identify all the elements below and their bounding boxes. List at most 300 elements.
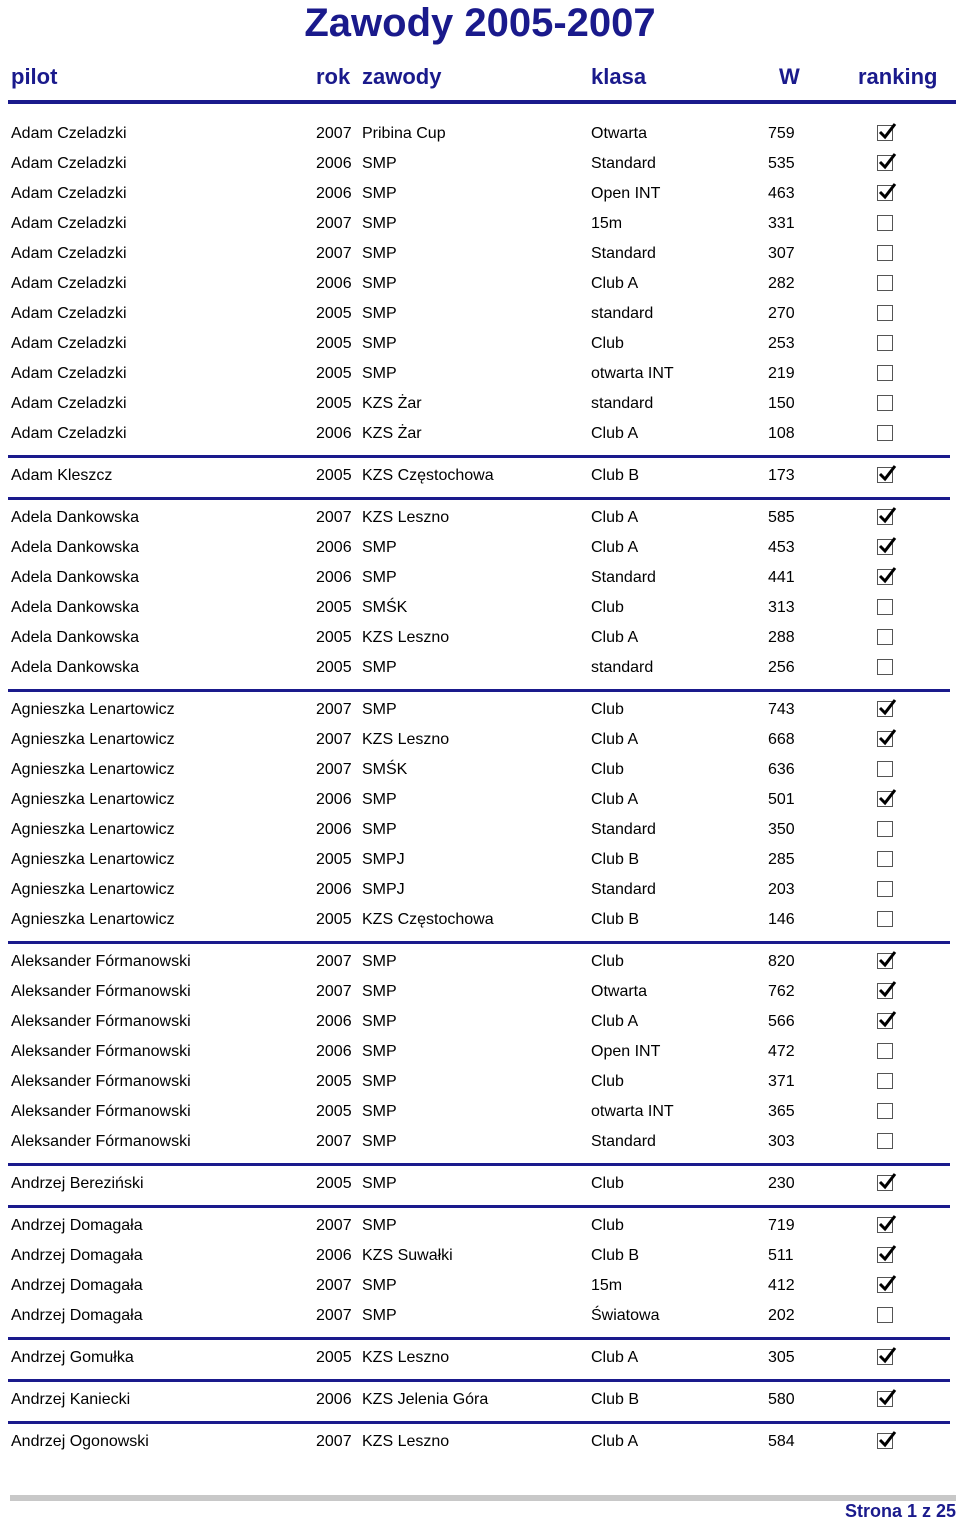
checkmark-icon [878, 698, 898, 718]
checkmark-icon [878, 1274, 898, 1294]
cell-zawody: SMP [362, 1307, 397, 1324]
cell-w: 759 [768, 125, 795, 142]
cell-w: 584 [768, 1433, 795, 1450]
cell-klasa: 15m [591, 1277, 623, 1294]
cell-rok: 2007 [316, 761, 352, 778]
ranking-checkbox-checked[interactable] [877, 569, 893, 585]
cell-w: 412 [768, 1277, 795, 1294]
cell-pilot: Andrzej Domagała [11, 1277, 143, 1294]
cell-w: 566 [768, 1013, 795, 1030]
cell-zawody: KZS Częstochowa [362, 911, 494, 928]
checkmark-icon [878, 182, 898, 202]
cell-rok: 2007 [316, 1307, 352, 1324]
checkmark-icon [878, 152, 898, 172]
cell-w: 256 [768, 659, 795, 676]
table-row [0, 755, 960, 785]
ranking-checkbox-checked[interactable] [877, 1013, 893, 1029]
checkmark-icon [878, 1346, 898, 1366]
ranking-checkbox-checked[interactable] [877, 1391, 893, 1407]
cell-zawody: SMŚK [362, 761, 408, 778]
cell-klasa: Standard [591, 881, 656, 898]
cell-rok: 2005 [316, 911, 352, 928]
cell-pilot: Aleksander Fórmanowski [11, 1133, 191, 1150]
cell-w: 285 [768, 851, 795, 868]
cell-zawody: SMP [362, 1103, 397, 1120]
header-pilot: pilot [11, 64, 58, 89]
checkmark-icon [878, 1388, 898, 1408]
table-row [0, 977, 960, 1007]
table-row [0, 563, 960, 593]
ranking-checkbox-unchecked[interactable] [877, 629, 893, 645]
cell-w: 253 [768, 335, 795, 352]
cell-rok: 2007 [316, 215, 352, 232]
table-row [0, 875, 960, 905]
cell-zawody: SMP [362, 335, 397, 352]
cell-w: 472 [768, 1043, 795, 1060]
cell-zawody: SMP [362, 1277, 397, 1294]
ranking-checkbox-unchecked[interactable] [877, 1073, 893, 1089]
cell-rok: 2007 [316, 509, 352, 526]
cell-pilot: Aleksander Fórmanowski [11, 983, 191, 1000]
group-divider [8, 1379, 950, 1382]
ranking-checkbox-unchecked[interactable] [877, 1307, 893, 1323]
cell-w: 173 [768, 467, 795, 484]
table-row [0, 947, 960, 977]
checkmark-icon [878, 950, 898, 970]
cell-pilot: Adela Dankowska [11, 569, 140, 586]
cell-w: 535 [768, 155, 795, 172]
cell-w: 463 [768, 185, 795, 202]
table-row [0, 359, 960, 389]
ranking-checkbox-unchecked[interactable] [877, 659, 893, 675]
cell-zawody: KZS Jelenia Góra [362, 1391, 489, 1408]
cell-zawody: SMP [362, 953, 397, 970]
cell-rok: 2007 [316, 953, 352, 970]
cell-klasa: Club A [591, 791, 639, 808]
checkmark-icon [878, 566, 898, 586]
cell-zawody: SMP [362, 701, 397, 718]
cell-klasa: standard [591, 395, 654, 412]
cell-w: 719 [768, 1217, 795, 1234]
table-row [0, 1169, 960, 1199]
ranking-checkbox-checked[interactable] [877, 539, 893, 555]
cell-klasa: Club A [591, 275, 639, 292]
cell-klasa: Standard [591, 569, 656, 586]
ranking-checkbox-unchecked[interactable] [877, 1043, 893, 1059]
ranking-checkbox-checked[interactable] [877, 185, 893, 201]
cell-rok: 2006 [316, 881, 352, 898]
cell-pilot: Agnieszka Lenartowicz [11, 821, 175, 838]
cell-w: 150 [768, 395, 795, 412]
cell-pilot: Aleksander Fórmanowski [11, 1013, 191, 1030]
cell-rok: 2005 [316, 1349, 352, 1366]
group-divider [8, 1163, 950, 1166]
cell-zawody: SMP [362, 275, 397, 292]
cell-w: 511 [768, 1247, 794, 1264]
cell-klasa: Światowa [591, 1307, 660, 1324]
ranking-checkbox-unchecked[interactable] [877, 305, 893, 321]
cell-zawody: KZS Żar [362, 395, 422, 412]
checkmark-icon [878, 1430, 898, 1450]
table-row [0, 1301, 960, 1331]
cell-pilot: Adam Czeladzki [11, 245, 127, 262]
cell-pilot: Aleksander Fórmanowski [11, 953, 191, 970]
cell-w: 365 [768, 1103, 795, 1120]
cell-rok: 2006 [316, 1247, 352, 1264]
cell-klasa: Club A [591, 731, 639, 748]
cell-w: 146 [768, 911, 795, 928]
cell-rok: 2006 [316, 1391, 352, 1408]
table-row [0, 149, 960, 179]
ranking-checkbox-checked[interactable] [877, 731, 893, 747]
ranking-checkbox-unchecked[interactable] [877, 881, 893, 897]
cell-pilot: Andrzej Domagała [11, 1307, 143, 1324]
cell-pilot: Aleksander Fórmanowski [11, 1043, 191, 1060]
table-row [0, 1241, 960, 1271]
header-w: W [779, 64, 800, 89]
cell-klasa: standard [591, 305, 654, 322]
cell-rok: 2007 [316, 983, 352, 1000]
cell-zawody: SMP [362, 245, 397, 262]
table-row [0, 695, 960, 725]
cell-zawody: SMPJ [362, 851, 405, 868]
table-row [0, 533, 960, 563]
cell-klasa: Open INT [591, 1043, 661, 1060]
footer-divider [10, 1495, 956, 1501]
cell-zawody: SMP [362, 1013, 397, 1030]
checkmark-icon [878, 1172, 898, 1192]
table-row [0, 905, 960, 935]
checkmark-icon [878, 788, 898, 808]
cell-klasa: Club [591, 701, 624, 718]
table-row [0, 239, 960, 269]
cell-w: 743 [768, 701, 795, 718]
ranking-checkbox-checked[interactable] [877, 953, 893, 969]
table-row [0, 1427, 960, 1457]
table-row [0, 389, 960, 419]
cell-w: 202 [768, 1307, 795, 1324]
ranking-checkbox-checked[interactable] [877, 1175, 893, 1191]
cell-klasa: Standard [591, 245, 656, 262]
group-divider [8, 941, 950, 944]
cell-w: 820 [768, 953, 795, 970]
ranking-checkbox-checked[interactable] [877, 509, 893, 525]
table-row [0, 119, 960, 149]
table-row [0, 1037, 960, 1067]
ranking-checkbox-unchecked[interactable] [877, 1103, 893, 1119]
cell-w: 453 [768, 539, 795, 556]
cell-klasa: Standard [591, 155, 656, 172]
cell-w: 762 [768, 983, 795, 1000]
ranking-checkbox-checked[interactable] [877, 467, 893, 483]
cell-pilot: Andrzej Domagała [11, 1247, 143, 1264]
checkmark-icon [878, 1010, 898, 1030]
checkmark-icon [878, 464, 898, 484]
table-row [0, 623, 960, 653]
cell-rok: 2005 [316, 1175, 352, 1192]
cell-pilot: Andrzej Domagała [11, 1217, 143, 1234]
cell-klasa: Club A [591, 1349, 639, 1366]
group-divider [8, 497, 950, 500]
table-row [0, 209, 960, 239]
cell-zawody: SMP [362, 215, 397, 232]
cell-pilot: Adam Kleszcz [11, 467, 113, 484]
cell-klasa: 15m [591, 215, 623, 232]
cell-klasa: Standard [591, 821, 656, 838]
cell-zawody: SMŚK [362, 599, 408, 616]
cell-rok: 2005 [316, 851, 352, 868]
ranking-checkbox-unchecked[interactable] [877, 275, 893, 291]
checkmark-icon [878, 1214, 898, 1234]
cell-pilot: Adela Dankowska [11, 629, 140, 646]
cell-pilot: Agnieszka Lenartowicz [11, 911, 175, 928]
cell-pilot: Adam Czeladzki [11, 155, 127, 172]
cell-klasa: Club A [591, 509, 639, 526]
table-row [0, 179, 960, 209]
ranking-checkbox-checked[interactable] [877, 1433, 893, 1449]
cell-klasa: Club [591, 1073, 624, 1090]
cell-pilot: Andrzej Kaniecki [11, 1391, 131, 1408]
table-row [0, 461, 960, 491]
cell-pilot: Agnieszka Lenartowicz [11, 851, 175, 868]
page-title: Zawody 2005-2007 [304, 1, 656, 45]
checkmark-icon [878, 980, 898, 1000]
cell-pilot: Agnieszka Lenartowicz [11, 731, 175, 748]
cell-pilot: Adela Dankowska [11, 539, 140, 556]
cell-w: 108 [768, 425, 795, 442]
cell-rok: 2005 [316, 659, 352, 676]
cell-pilot: Adela Dankowska [11, 509, 140, 526]
cell-rok: 2007 [316, 701, 352, 718]
ranking-checkbox-unchecked[interactable] [877, 911, 893, 927]
cell-zawody: KZS Leszno [362, 1349, 450, 1366]
cell-rok: 2006 [316, 425, 352, 442]
ranking-checkbox-checked[interactable] [877, 791, 893, 807]
table-row [0, 1127, 960, 1157]
cell-pilot: Adam Czeladzki [11, 305, 127, 322]
cell-w: 668 [768, 731, 795, 748]
cell-zawody: SMP [362, 983, 397, 1000]
table-row [0, 1211, 960, 1241]
table-row [0, 299, 960, 329]
cell-klasa: Club B [591, 1247, 640, 1264]
cell-zawody: SMP [362, 1043, 397, 1060]
cell-w: 282 [768, 275, 795, 292]
cell-zawody: SMP [362, 659, 397, 676]
ranking-checkbox-unchecked[interactable] [877, 395, 893, 411]
cell-w: 501 [768, 791, 795, 808]
cell-klasa: Club A [591, 539, 639, 556]
page-number: Strona 1 z 25 [844, 1501, 956, 1521]
table-row [0, 653, 960, 683]
cell-w: 441 [768, 569, 795, 586]
cell-w: 580 [768, 1391, 795, 1408]
ranking-checkbox-unchecked[interactable] [877, 425, 893, 441]
cell-klasa: Club B [591, 1391, 640, 1408]
table-row [0, 1067, 960, 1097]
cell-zawody: KZS Częstochowa [362, 467, 494, 484]
cell-rok: 2007 [316, 1277, 352, 1294]
cell-rok: 2006 [316, 539, 352, 556]
cell-rok: 2005 [316, 335, 352, 352]
cell-w: 230 [768, 1175, 795, 1192]
cell-klasa: Otwarta [591, 983, 648, 1000]
table-row [0, 815, 960, 845]
cell-rok: 2005 [316, 395, 352, 412]
ranking-checkbox-checked[interactable] [877, 125, 893, 141]
ranking-checkbox-unchecked[interactable] [877, 821, 893, 837]
cell-klasa: Club B [591, 851, 640, 868]
cell-zawody: SMP [362, 569, 397, 586]
cell-zawody: KZS Suwałki [362, 1247, 453, 1264]
cell-klasa: Club B [591, 911, 640, 928]
ranking-checkbox-unchecked[interactable] [877, 365, 893, 381]
cell-zawody: SMP [362, 821, 397, 838]
cell-zawody: KZS Żar [362, 425, 422, 442]
cell-pilot: Adam Czeladzki [11, 395, 127, 412]
cell-klasa: Open INT [591, 185, 661, 202]
cell-w: 305 [768, 1349, 795, 1366]
cell-pilot: Adam Czeladzki [11, 365, 127, 382]
cell-zawody: SMP [362, 539, 397, 556]
table-row [0, 1097, 960, 1127]
cell-w: 270 [768, 305, 795, 322]
cell-klasa: Standard [591, 1133, 656, 1150]
cell-w: 350 [768, 821, 795, 838]
checkmark-icon [878, 1244, 898, 1264]
ranking-checkbox-unchecked[interactable] [877, 851, 893, 867]
ranking-checkbox-unchecked[interactable] [877, 761, 893, 777]
cell-klasa: otwarta INT [591, 1103, 674, 1120]
cell-pilot: Andrzej Ogonowski [11, 1433, 149, 1450]
cell-rok: 2007 [316, 125, 352, 142]
cell-rok: 2006 [316, 1043, 352, 1060]
ranking-checkbox-unchecked[interactable] [877, 335, 893, 351]
ranking-checkbox-unchecked[interactable] [877, 245, 893, 261]
ranking-checkbox-unchecked[interactable] [877, 1133, 893, 1149]
cell-zawody: KZS Leszno [362, 629, 450, 646]
ranking-checkbox-unchecked[interactable] [877, 215, 893, 231]
group-divider [8, 1421, 950, 1424]
cell-rok: 2006 [316, 155, 352, 172]
cell-zawody: SMP [362, 155, 397, 172]
cell-zawody: SMP [362, 1073, 397, 1090]
cell-w: 331 [768, 215, 795, 232]
ranking-checkbox-checked[interactable] [877, 983, 893, 999]
header-rok: rok [316, 64, 351, 89]
cell-w: 636 [768, 761, 795, 778]
checkmark-icon [878, 122, 898, 142]
checkmark-icon [878, 536, 898, 556]
cell-zawody: Pribina Cup [362, 125, 446, 142]
table-row [0, 329, 960, 359]
cell-rok: 2007 [316, 1217, 352, 1234]
cell-klasa: Club A [591, 425, 639, 442]
cell-rok: 2005 [316, 599, 352, 616]
cell-zawody: KZS Leszno [362, 1433, 450, 1450]
group-divider [8, 1337, 950, 1340]
table-row [0, 1343, 960, 1373]
cell-klasa: Club [591, 761, 624, 778]
cell-pilot: Adela Dankowska [11, 599, 140, 616]
cell-rok: 2005 [316, 1073, 352, 1090]
cell-pilot: Andrzej Gomułka [11, 1349, 134, 1366]
table-row [0, 1385, 960, 1415]
cell-rok: 2006 [316, 791, 352, 808]
cell-pilot: Adam Czeladzki [11, 215, 127, 232]
cell-pilot: Adam Czeladzki [11, 185, 127, 202]
cell-klasa: otwarta INT [591, 365, 674, 382]
cell-pilot: Adam Czeladzki [11, 335, 127, 352]
cell-pilot: Andrzej Bereziński [11, 1175, 144, 1192]
cell-pilot: Adam Czeladzki [11, 275, 127, 292]
ranking-checkbox-checked[interactable] [877, 1349, 893, 1365]
cell-zawody: SMP [362, 1217, 397, 1234]
checkmark-icon [878, 506, 898, 526]
cell-rok: 2005 [316, 305, 352, 322]
cell-pilot: Agnieszka Lenartowicz [11, 701, 175, 718]
cell-zawody: SMP [362, 791, 397, 808]
cell-zawody: KZS Leszno [362, 509, 450, 526]
group-divider [8, 689, 950, 692]
cell-klasa: standard [591, 659, 654, 676]
cell-klasa: Club B [591, 467, 640, 484]
cell-pilot: Adela Dankowska [11, 659, 140, 676]
cell-rok: 2006 [316, 1013, 352, 1030]
cell-w: 303 [768, 1133, 795, 1150]
cell-klasa: Club [591, 953, 624, 970]
ranking-checkbox-checked[interactable] [877, 1247, 893, 1263]
cell-klasa: Club [591, 335, 624, 352]
cell-rok: 2007 [316, 1433, 352, 1450]
cell-rok: 2007 [316, 245, 352, 262]
ranking-checkbox-checked[interactable] [877, 1217, 893, 1233]
cell-klasa: Otwarta [591, 125, 648, 142]
cell-zawody: SMPJ [362, 881, 405, 898]
cell-rok: 2007 [316, 1133, 352, 1150]
ranking-checkbox-unchecked[interactable] [877, 599, 893, 615]
table-row [0, 1271, 960, 1301]
cell-zawody: SMP [362, 365, 397, 382]
cell-pilot: Aleksander Fórmanowski [11, 1073, 191, 1090]
ranking-checkbox-checked[interactable] [877, 155, 893, 171]
cell-pilot: Agnieszka Lenartowicz [11, 761, 175, 778]
cell-rok: 2005 [316, 1103, 352, 1120]
cell-klasa: Club [591, 599, 624, 616]
table-row [0, 845, 960, 875]
cell-zawody: SMP [362, 1133, 397, 1150]
cell-w: 313 [768, 599, 795, 616]
cell-pilot: Agnieszka Lenartowicz [11, 881, 175, 898]
cell-rok: 2005 [316, 629, 352, 646]
cell-zawody: SMP [362, 1175, 397, 1192]
cell-klasa: Club A [591, 629, 639, 646]
ranking-checkbox-checked[interactable] [877, 1277, 893, 1293]
cell-w: 219 [768, 365, 795, 382]
cell-w: 203 [768, 881, 795, 898]
header-klasa: klasa [591, 64, 647, 89]
ranking-checkbox-checked[interactable] [877, 701, 893, 717]
table-row [0, 503, 960, 533]
cell-pilot: Adam Czeladzki [11, 125, 127, 142]
cell-w: 307 [768, 245, 795, 262]
header-ranking: ranking [858, 64, 938, 89]
cell-klasa: Club A [591, 1013, 639, 1030]
cell-w: 288 [768, 629, 795, 646]
cell-rok: 2006 [316, 275, 352, 292]
table-row [0, 1007, 960, 1037]
cell-rok: 2006 [316, 185, 352, 202]
